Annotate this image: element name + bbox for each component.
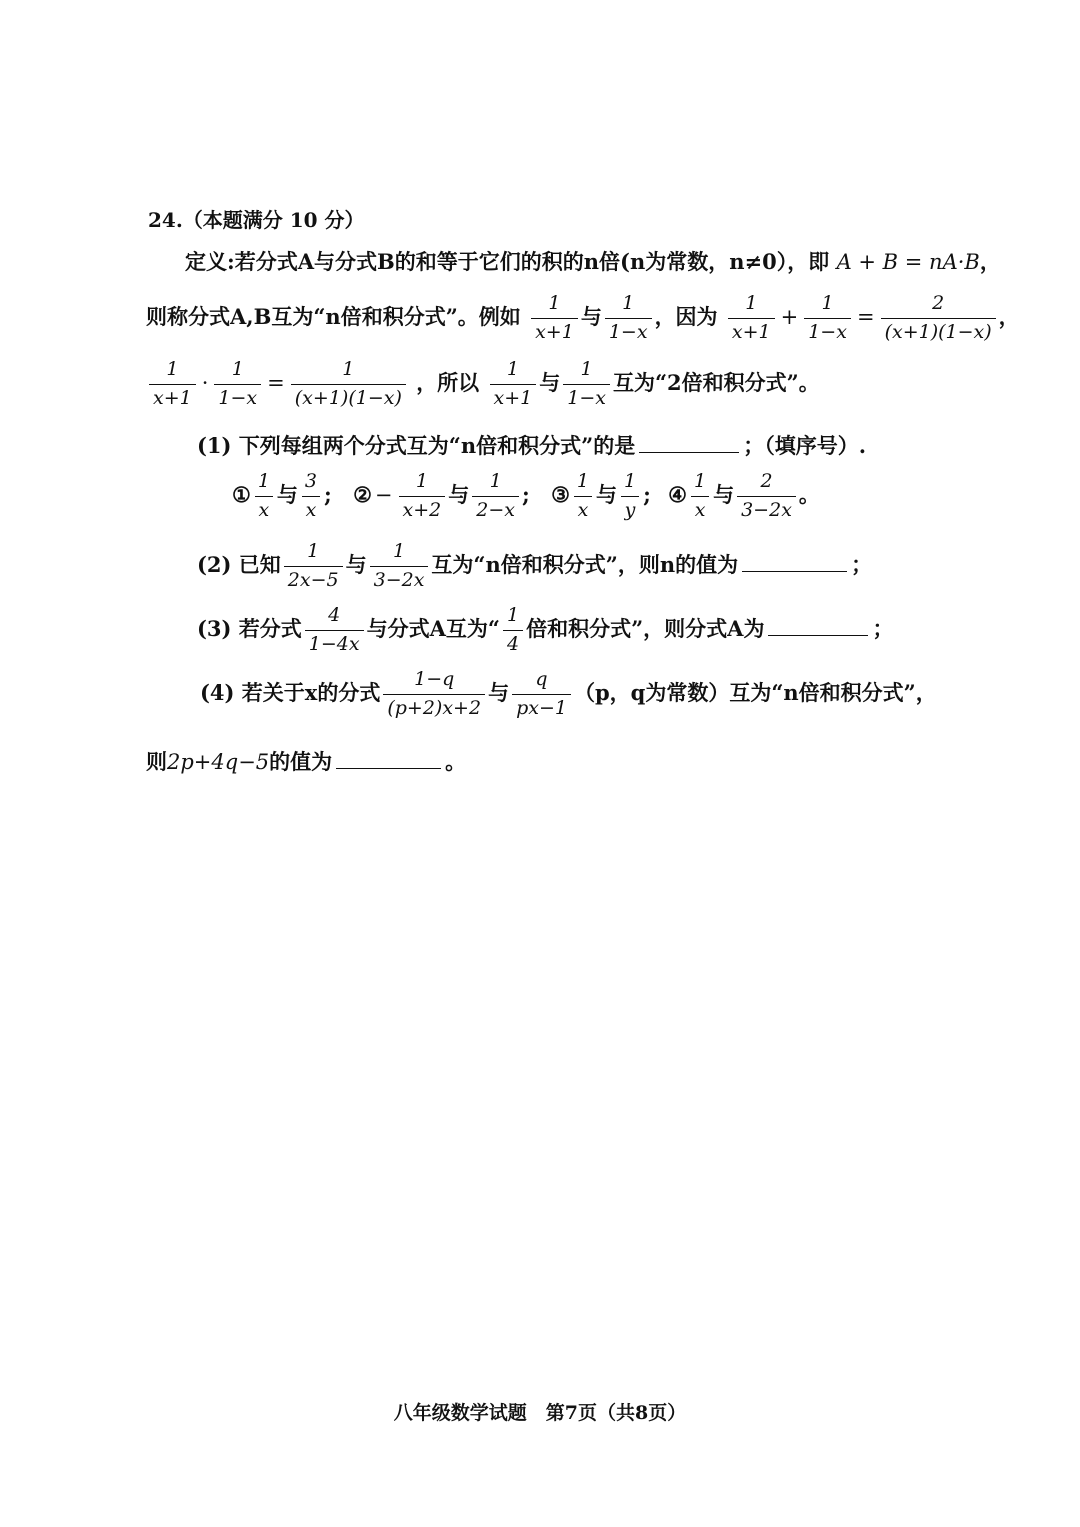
- fraction-part-3-a: $\frac{4}{1-4x}$: [305, 604, 364, 657]
- part-3: (3) 若分式 $\frac{4}{1-4x}$ 与分式A互为“ $\frac{1}{4}$ 倍和积分式”，则分式A为 ；: [197, 604, 894, 655]
- fraction-part-4-a: $\frac{1-q}{(p+2)x+2}$: [383, 668, 485, 721]
- part-4-continued: 则2p+4q−5的值为 。: [146, 749, 467, 774]
- definition-line-3: $\frac{1}{x+1}$ · $\frac{1}{1-x}$ = $\frac{1}{(x+1)(1-x)}$ ，所以 $\frac{1}{x+1}$ 与 $\frac{1}{1-x}$ 互为“2倍和积分式”。: [146, 358, 820, 411]
- part-1-label: (1): [197, 433, 232, 458]
- definition-line-2: 则称分式A,B互为“n倍和积分式”。例如 $\frac{1}{x+1}$ 与 $\frac{1}{1-x}$ ，因为 $\frac{1}{x+1}$ + $\frac{1}{1-x}$ = $\frac{2}{(x+1)(1-x)}$ ，: [146, 292, 1020, 343]
- option-3: ③ $\frac{1}{x}$ 与 $\frac{1}{y}$ ;: [551, 470, 651, 521]
- part-1-hint: ；（填序号）.: [743, 433, 867, 458]
- fraction-part-3-coef: $\frac{1}{4}$: [503, 604, 523, 657]
- definition-line-1: 定义:若分式A与分式B的和等于它们的积的n倍(n为常数，n≠0），即 A + B = nA·B，: [185, 249, 1001, 274]
- fraction-conclusion-b: $\frac{1}{1-x}$: [563, 358, 610, 411]
- answer-blank-3[interactable]: [768, 615, 868, 636]
- so-text: ，所以: [416, 369, 480, 395]
- part-2-text: 互为“n倍和积分式”，则n的值为: [431, 551, 739, 577]
- fraction-example-b: $\frac{1}{1-x}$: [605, 292, 652, 345]
- fraction-sum-a: $\frac{1}{x+1}$: [728, 292, 775, 345]
- part-2-label: (2): [197, 551, 232, 577]
- conclusion-text: 互为“2倍和积分式”。: [612, 369, 820, 395]
- definition-example-text: 则称分式A,B互为“n倍和积分式”。例如: [146, 303, 521, 329]
- fraction-example-a: $\frac{1}{x+1}$: [531, 292, 578, 345]
- fraction-product-a: $\frac{1}{x+1}$: [149, 358, 196, 411]
- part-3-label: (3): [197, 615, 232, 641]
- option-4: ④ $\frac{1}{x}$ 与 $\frac{2}{3-2x}$ 。: [668, 470, 820, 521]
- fraction-product-result: $\frac{1}{(x+1)(1-x)}$: [291, 358, 406, 411]
- fraction-part-2-a: $\frac{1}{2x-5}$: [284, 540, 343, 593]
- fraction-conclusion-a: $\frac{1}{x+1}$: [490, 358, 537, 411]
- page-footer: 八年级数学试题 第7页（共8页）: [393, 1402, 687, 1424]
- option-1: ① $\frac{1}{x}$ 与 $\frac{3}{x}$ ;: [232, 470, 332, 521]
- definition-formula: A + B = nA·B: [836, 250, 980, 274]
- answer-blank-4[interactable]: [336, 748, 441, 769]
- definition-text: 定义:若分式A与分式B的和等于它们的积的n倍(n为常数，n≠0），即: [185, 249, 830, 274]
- part-4-label: (4): [200, 679, 235, 705]
- part-4: (4) 若关于x的分式 $\frac{1-q}{(p+2)x+2}$ 与 $\frac{q}{px-1}$ （p，q为常数）互为“n倍和积分式”，: [200, 668, 937, 719]
- question-title: 24.（本题满分 10 分）: [148, 208, 365, 232]
- fraction-part-2-b: $\frac{1}{3-2x}$: [370, 540, 429, 593]
- part-2: (2) 已知 $\frac{1}{2x-5}$ 与 $\frac{1}{3-2x}$ 互为“n倍和积分式”，则n的值为 ；: [197, 540, 873, 591]
- answer-blank-2[interactable]: [742, 551, 847, 572]
- part-1: [197, 430, 866, 460]
- part-4-text: （p，q为常数）互为“n倍和积分式”，: [573, 679, 937, 705]
- part-1-text: 下列每组两个分式互为“n倍和积分式”的是: [238, 433, 636, 458]
- fraction-product-b: $\frac{1}{1-x}$: [214, 358, 261, 411]
- fraction-sum-b: $\frac{1}{1-x}$: [804, 292, 851, 345]
- part-4-expression: 2p+4q−5: [167, 750, 270, 774]
- option-2: ② − $\frac{1}{x+2}$ 与 $\frac{1}{2-x}$ ;: [353, 470, 530, 521]
- because-text: ，因为: [654, 303, 718, 329]
- fraction-sum-result: $\frac{2}{(x+1)(1-x)}$: [881, 292, 996, 345]
- fraction-part-4-b: $\frac{q}{px-1}$: [512, 668, 571, 721]
- answer-blank-1[interactable]: [639, 432, 739, 453]
- part-1-options: [232, 470, 820, 523]
- part-3-text: 倍和积分式”，则分式A为: [526, 615, 765, 641]
